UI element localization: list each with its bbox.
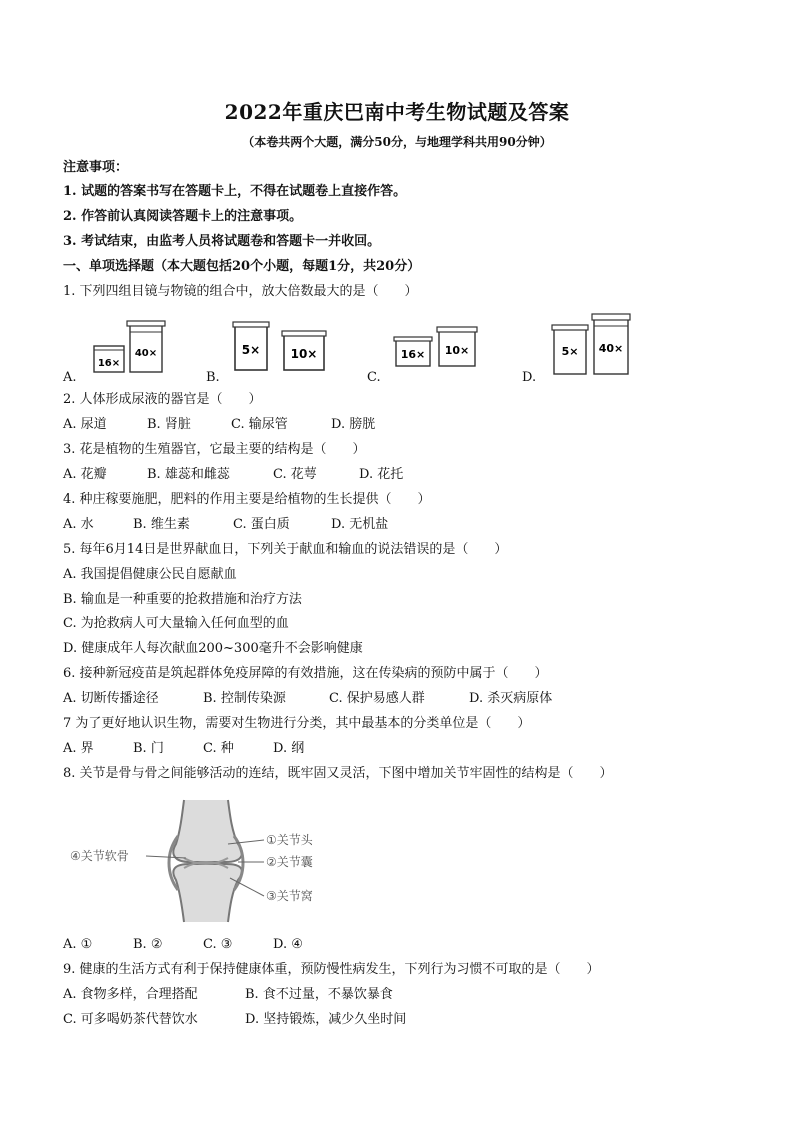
label-joint-cartilage: ④关节软骨: [70, 849, 129, 863]
option-d: D. 纲: [273, 741, 305, 756]
option-b: B. ②: [133, 937, 163, 952]
question-stem: 3. 花是植物的生殖器官，它最主要的结构是（ ）: [63, 442, 366, 457]
lens-group-d: [552, 314, 630, 374]
question-stem: 5. 每年6月14日是世界献血日，下列关于献血和输血的说法错误的是（ ）: [63, 542, 508, 557]
question-stem: 4. 种庄稼要施肥，肥料的作用主要是给植物的生长提供（ ）: [63, 492, 431, 507]
option-d: D. 杀灭病原体: [469, 691, 553, 706]
option-c: C. 种: [203, 741, 234, 756]
label-joint-capsule: ②关节囊: [266, 855, 313, 869]
eyepiece-label: 16×: [97, 358, 121, 369]
eyepiece-label: 5×: [241, 343, 261, 357]
option-b: B. 雄蕊和雌蕊: [147, 467, 230, 482]
options-row: [63, 1012, 406, 1028]
options-row: [63, 467, 403, 483]
options-row: [63, 741, 304, 757]
notice-item: 3. 考试结束，由监考人员将试题卷和答题卡一并收回。: [63, 234, 381, 249]
option-b: B. 食不过量，不暴饮暴食: [245, 987, 393, 1002]
lens-group-a: [94, 320, 165, 372]
option-d: D. 无机盐: [331, 517, 389, 532]
lens-group-b: [233, 322, 326, 370]
question-stem: 8. 关节是骨与骨之间能够活动的连结，既牢固又灵活，下图中增加关节牢固性的结构是（ ）: [63, 766, 613, 781]
option-c: C. ③: [203, 937, 233, 952]
option-d: D. 坚持锻炼，减少久坐时间: [245, 1012, 407, 1027]
option-c: C. 可多喝奶茶代替饮水: [63, 1012, 198, 1027]
label-joint-socket: ③关节窝: [266, 889, 313, 903]
question-stem: 2. 人体形成尿液的器官是（ ）: [63, 392, 262, 407]
option-c: C. 花萼: [273, 467, 317, 482]
option-d: D. 膀胱: [331, 417, 376, 432]
upper-bone: [173, 800, 242, 862]
options-row: [63, 987, 393, 1003]
option-a: A.: [63, 370, 77, 385]
option-b: B. 控制传染源: [203, 691, 286, 706]
lens-group-c: [394, 327, 477, 366]
option-a: A. 我国提倡健康公民自愿献血: [63, 567, 237, 582]
notice-item: 2. 作答前认真阅读答题卡上的注意事项。: [63, 209, 303, 224]
options-row: [63, 417, 375, 433]
option-c: C. 蛋白质: [233, 517, 290, 532]
option-b: B. 维生素: [133, 517, 190, 532]
question-stem: 6. 接种新冠疫苗是筑起群体免疫屏障的有效措施，这在传染病的预防中属于（ ）: [63, 666, 548, 681]
joint-diagram: [66, 796, 366, 926]
eyepiece-label: 5×: [561, 345, 579, 358]
option-a: A. 界: [63, 741, 94, 756]
lens-figure: [60, 312, 660, 386]
objective-label: 40×: [598, 342, 624, 355]
objective-label: 10×: [290, 347, 318, 361]
question-stem: 1. 下列四组目镜与物镜的组合中，放大倍数最大的是（ ）: [63, 284, 418, 299]
option-c: C. 保护易感人群: [329, 691, 425, 706]
option-a: A. 水: [63, 517, 94, 532]
option-b: B. 肾脏: [147, 417, 191, 432]
option-c: C. 输尿管: [231, 417, 288, 432]
option-d: D. ④: [273, 937, 303, 952]
option-c: C. 为抢救病人可大量输入任何血型的血: [63, 616, 289, 631]
notice-item: 1. 试题的答案书写在答题卡上，不得在试题卷上直接作答。: [63, 184, 407, 199]
options-row: [63, 691, 552, 707]
objective-label: 40×: [134, 348, 158, 359]
question-stem: 7 为了更好地认识生物，需要对生物进行分类，其中最基本的分类单位是（ ）: [63, 716, 531, 731]
option-d: D. 健康成年人每次献血200~300毫升不会影响健康: [63, 641, 363, 656]
eyepiece-label: 16×: [400, 348, 426, 361]
question-stem: 9. 健康的生活方式有利于保持健康体重，预防慢性病发生，下列行为习惯不可取的是（ ）: [63, 962, 600, 977]
label-joint-head: ①关节头: [266, 833, 313, 847]
options-row: [63, 517, 388, 533]
option-c: C.: [367, 370, 381, 385]
option-a: A. 切断传播途径: [63, 691, 159, 706]
option-d: D.: [522, 370, 537, 385]
section-heading: 一、单项选择题（本大题包括20个小题，每题1分，共20分）: [63, 259, 421, 274]
option-a: A. ①: [63, 937, 93, 952]
objective-label: 10×: [444, 344, 470, 357]
page-title: 2022年重庆巴南中考生物试题及答案: [224, 100, 570, 124]
option-b: B. 门: [133, 741, 164, 756]
notice-heading: 注意事项：: [63, 160, 129, 175]
option-a: A. 尿道: [63, 417, 107, 432]
option-a: A. 食物多样，合理搭配: [63, 987, 198, 1002]
option-b: B. 输血是一种重要的抢救措施和治疗方法: [63, 592, 302, 607]
lower-bone: [173, 864, 242, 922]
options-row: [63, 937, 303, 953]
page-subtitle: （本卷共两个大题，满分50分，与地理学科共用90分钟）: [242, 135, 552, 149]
option-b: B.: [206, 370, 220, 385]
option-d: D. 花托: [359, 467, 404, 482]
option-a: A. 花瓣: [63, 467, 107, 482]
